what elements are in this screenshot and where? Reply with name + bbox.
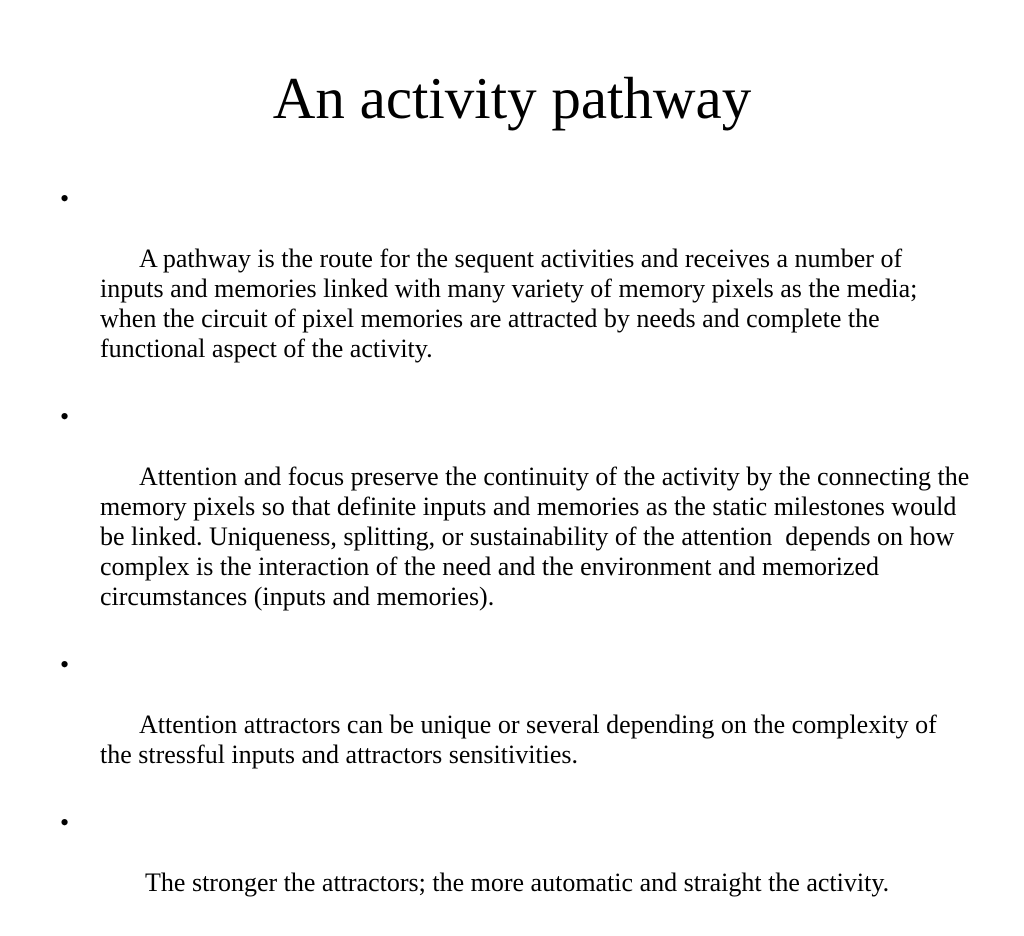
bullet-item <box>60 402 976 642</box>
bullet-text: Attention attractors can be unique or several depending on the complexity of the stressful inputs and attractors sensitivities. <box>100 710 944 769</box>
bullet-icon: • <box>60 184 70 213</box>
bullet-text: The stronger the attractors; the more automatic and straight the activity. <box>139 868 890 897</box>
bullet-text: Attention and focus preserve the continuity of the activity by the connecting the memory pixels so that definite inputs and memories as the static milestones would be linked. Uniqueness, splitting, or sustainability of the attention depends on how complex is the interaction of the need and the environment and memorized circumstances (inputs and memories). <box>100 462 976 611</box>
bullet-item <box>60 650 970 800</box>
bullet-item <box>60 184 970 394</box>
bullet-icon: • <box>60 808 70 837</box>
slide-title: An activity pathway <box>272 65 752 131</box>
bullet-item <box>60 808 970 928</box>
bullet-icon: • <box>60 650 70 679</box>
bullet-text: A pathway is the route for the sequent activities and receives a number of inputs and memories linked with many variety of memory pixels as the media; when the circuit of pixel memories are attracted by needs and complete the functional aspect of the activity. <box>100 244 924 363</box>
bullet-list <box>60 184 976 936</box>
bullet-icon: • <box>60 402 70 431</box>
